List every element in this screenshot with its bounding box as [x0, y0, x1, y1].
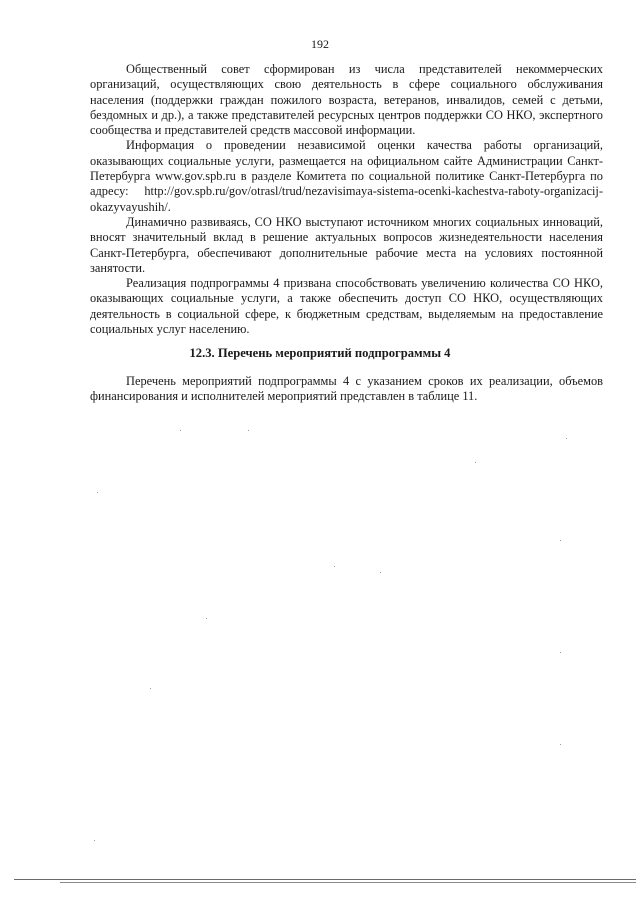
scan-speck	[560, 744, 561, 745]
scan-speck	[97, 492, 98, 493]
scan-speck	[560, 540, 561, 541]
scan-speck	[150, 688, 151, 689]
scan-speck	[94, 840, 95, 841]
closing-text	[90, 374, 603, 405]
section-heading: 12.3. Перечень мероприятий подпрограммы 4	[189, 346, 451, 360]
scan-speck	[334, 566, 335, 567]
paragraph-quality-assessment-info: Информация о проведении независимой оценки качества работы организаций, оказывающих социальные услуги, размещается на официальном сайте Администрации Санкт-Петербурга www.gov.spb.ru в разделе Комитета по социальной политике Санкт-Петербурга по адресу: http://gov.spb.ru/gov/otrasl/trud/nezavisimaya-sistema-ocenki-kachestva-raboty-organizacij-okazyvayushih/.	[90, 138, 603, 214]
scan-speck	[560, 652, 561, 653]
scan-speck	[180, 430, 181, 431]
paragraph-subprogram-goals: Реализация подпрограммы 4 призвана способствовать увеличению количества СО НКО, оказывающих социальные услуги, а также обеспечить доступ СО НКО, осуществляющих деятельность в социальной сфере, к бюджетным средствам, выделяемым на предоставление социальных услуг населению.	[90, 276, 603, 337]
paragraph-activities-list: Перечень мероприятий подпрограммы 4 с указанием сроков их реализации, объемов финансирования и исполнителей мероприятий представлен в таблице 11.	[90, 374, 603, 404]
bottom-edge-line	[14, 879, 636, 880]
scan-speck	[380, 572, 381, 573]
scan-speck	[475, 462, 476, 463]
scan-speck	[248, 430, 249, 431]
page-number: 192	[311, 37, 329, 51]
paragraph-public-council: Общественный совет сформирован из числа представителей некоммерческих организаций, осуществляющих свою деятельность в сфере социального обслуживания населения (поддержки граждан пожилого возраста, ветеранов, инвалидов, семей с детьми, бездомных и др.), а также представителей ресурсных центров поддержки СО НКО, экспертного сообщества и представителей средств массовой информации.	[90, 62, 603, 138]
scan-speck	[566, 438, 567, 439]
body-text	[90, 62, 603, 337]
scan-speck	[206, 618, 207, 619]
bottom-edge-line	[60, 882, 636, 883]
paragraph-nko-innovations: Динамично развиваясь, СО НКО выступают источником многих социальных инноваций, вносят значительный вклад в решение актуальных вопросов жизнедеятельности населения Санкт-Петербурга, обеспечивают дополнительные рабочие места на условиях постоянной занятости.	[90, 214, 603, 275]
